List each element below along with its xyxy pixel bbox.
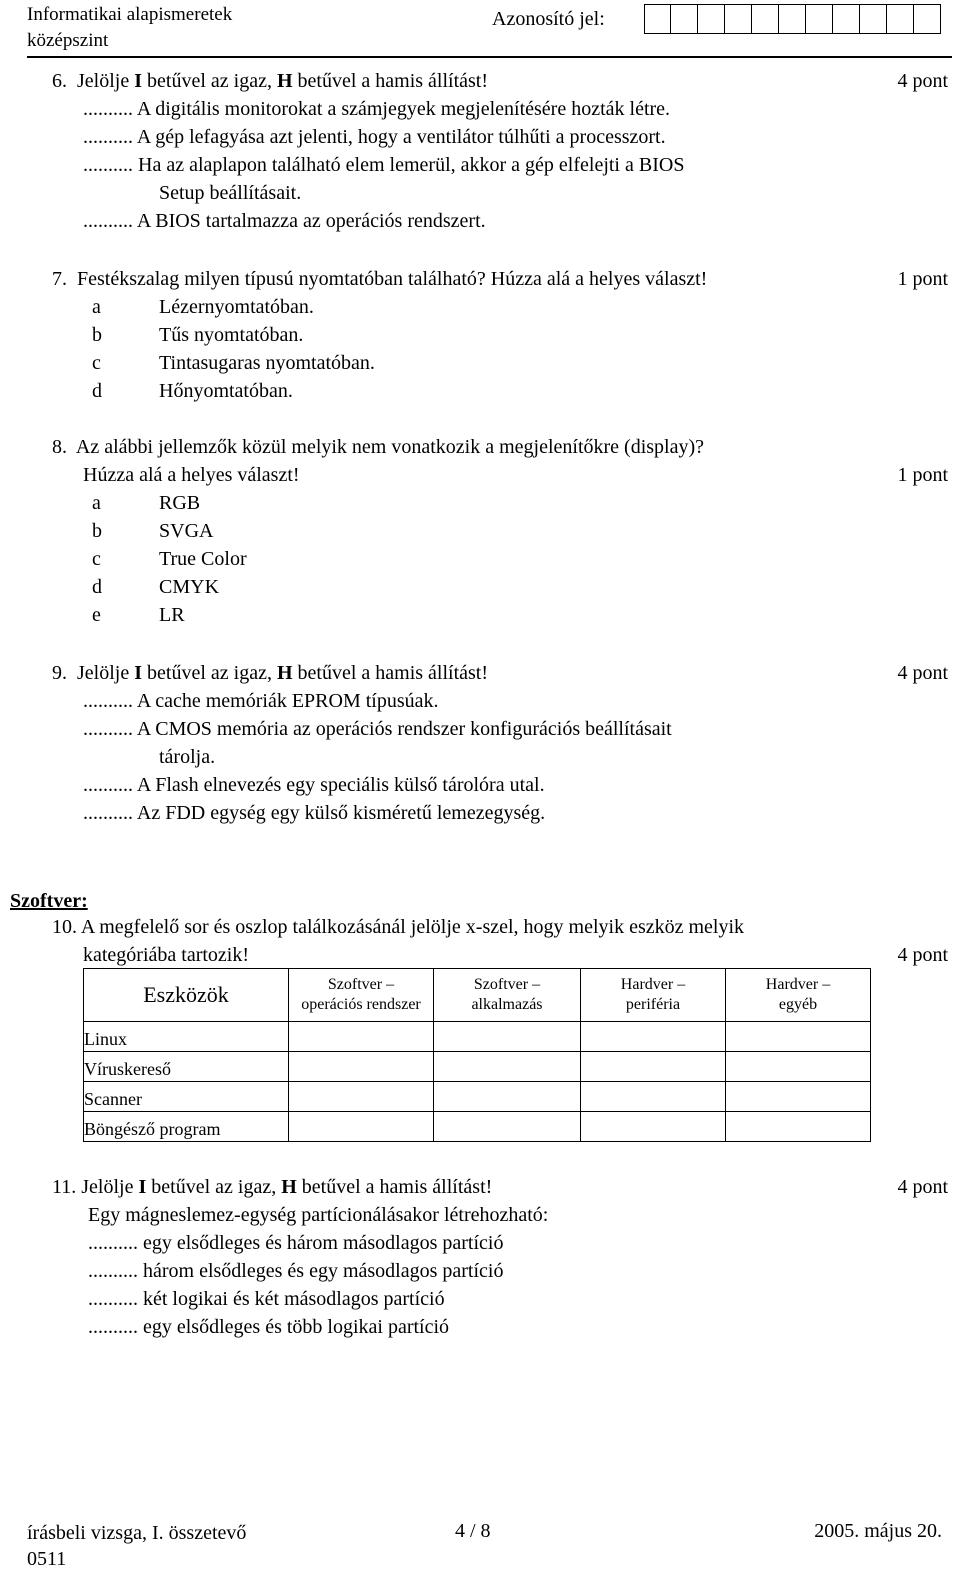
header-level: középszint (27, 30, 109, 51)
q9-item[interactable]: .......... A cache memóriák EPROM típusúak. (83, 690, 439, 712)
q8-prompt-line2: Húzza alá a helyes választ! (83, 464, 300, 486)
q11-points: 4 pont (897, 1176, 948, 1198)
q6-item[interactable]: .......... Ha az alaplapon található elem lemerül, akkor a gép elfelejti a BIOS (83, 154, 685, 176)
table-row (84, 1052, 871, 1082)
q7-option-letter: d (92, 380, 102, 402)
q8-prompt: 8. Az alábbi jellemzők közül melyik nem vonatkozik a megjelenítőkre (display)? (52, 436, 705, 458)
q6-item[interactable]: .......... A digitális monitorokat a számjegyek megjelenítésére hozták létre. (83, 98, 671, 120)
q9-item[interactable]: .......... Az FDD egység egy külső kisméretű lemezegység. (83, 802, 546, 824)
q8-option-letter: e (92, 604, 101, 626)
q11-prompt: 11. Jelölje I betűvel az igaz, H betűvel a hamis állítást! (52, 1176, 493, 1198)
id-box[interactable] (914, 4, 941, 34)
q11-item[interactable]: .......... három elsődleges és egy másodlagos partíció (88, 1260, 504, 1282)
q7-option-letter: b (92, 324, 102, 346)
q7-option-text[interactable]: Hőnyomtatóban. (159, 380, 293, 402)
answer-cell[interactable] (434, 1112, 581, 1142)
answer-cell[interactable] (726, 1052, 871, 1082)
q8-points: 1 pont (897, 464, 948, 486)
id-box[interactable] (752, 4, 779, 34)
id-box[interactable] (698, 4, 725, 34)
answer-cell[interactable] (726, 1082, 871, 1112)
answer-cell[interactable] (726, 1112, 871, 1142)
category-table (83, 968, 871, 1142)
footer-exam-block (27, 1520, 246, 1572)
id-label: Azonosító jel: (492, 8, 605, 30)
col-header-application: Szoftver – alkalmazás (434, 969, 581, 1022)
q6-prompt: 6. Jelölje I betűvel az igaz, H betűvel a hamis állítást! (52, 70, 489, 92)
q11-item[interactable]: .......... egy elsődleges és három másodlagos partíció (88, 1232, 504, 1254)
table-row (84, 1112, 871, 1142)
answer-cell[interactable] (581, 1082, 726, 1112)
footer-code: 0511 (27, 1548, 67, 1570)
table-header-row (84, 969, 871, 1022)
answer-cell[interactable] (289, 1082, 434, 1112)
answer-cell[interactable] (581, 1052, 726, 1082)
q11-item[interactable]: .......... egy elsődleges és több logikai partíció (88, 1316, 450, 1338)
table-row (84, 1082, 871, 1112)
q6-item[interactable]: .......... A BIOS tartalmazza az operációs rendszert. (83, 210, 486, 232)
q8-option-text[interactable]: CMYK (159, 576, 220, 598)
id-box[interactable] (725, 4, 752, 34)
id-box[interactable] (779, 4, 806, 34)
col-header-peripheral: Hardver – periféria (581, 969, 726, 1022)
q7-option-letter: c (92, 352, 101, 374)
q9-item-continuation: tárolja. (159, 746, 216, 768)
answer-cell[interactable] (581, 1112, 726, 1142)
q7-option-letter: a (92, 296, 101, 318)
q10-prompt-line2: kategóriába tartozik! (83, 944, 250, 966)
q10-points: 4 pont (897, 944, 948, 966)
answer-cell[interactable] (581, 1022, 726, 1052)
id-box[interactable] (860, 4, 887, 34)
answer-cell[interactable] (434, 1082, 581, 1112)
answer-cell[interactable] (289, 1112, 434, 1142)
q8-option-text[interactable]: RGB (159, 492, 201, 514)
page-footer (27, 1516, 942, 1576)
q8-option-text[interactable]: LR (159, 604, 185, 626)
col-header-devices: Eszközök (84, 969, 289, 1022)
footer-page: 4 / 8 (455, 1520, 491, 1542)
answer-cell[interactable] (289, 1052, 434, 1082)
q9-item[interactable]: .......... A Flash elnevezés egy speciális külső tárolóra utal. (83, 774, 545, 796)
col-header-os: Szoftver – operációs rendszer (289, 969, 434, 1022)
q7-prompt: 7. Festékszalag milyen típusú nyomtatóban található? Húzza alá a helyes választ! (52, 268, 708, 290)
answer-cell[interactable] (434, 1022, 581, 1052)
id-box[interactable] (644, 4, 671, 34)
header-subject: Informatikai alapismeretek (27, 4, 233, 25)
q7-option-text[interactable]: Lézernyomtatóban. (159, 296, 314, 318)
id-box[interactable] (806, 4, 833, 34)
header-rule (27, 56, 952, 58)
q7-option-text[interactable]: Tűs nyomtatóban. (159, 324, 304, 346)
device-name-cell: Scanner (84, 1082, 289, 1112)
table-row (84, 1022, 871, 1052)
id-boxes[interactable] (644, 4, 941, 34)
footer-exam: írásbeli vizsga, I. összetevő (27, 1522, 247, 1544)
answer-cell[interactable] (434, 1052, 581, 1082)
q8-option-letter: c (92, 548, 101, 570)
q7-option-text[interactable]: Tintasugaras nyomtatóban. (159, 352, 375, 374)
q9-points: 4 pont (897, 662, 948, 684)
section-heading: Szoftver: (10, 890, 88, 912)
q8-option-text[interactable]: True Color (159, 548, 247, 570)
device-name-cell: Víruskereső (84, 1052, 289, 1082)
id-box[interactable] (887, 4, 914, 34)
q9-item[interactable]: .......... A CMOS memória az operációs rendszer konfigurációs beállításait (83, 718, 672, 740)
col-header-other-hardware: Hardver – egyéb (726, 969, 871, 1022)
footer-date: 2005. május 20. (814, 1520, 942, 1542)
device-name-cell: Böngésző program (84, 1112, 289, 1142)
q6-item-continuation: Setup beállításait. (159, 182, 302, 204)
q8-option-text[interactable]: SVGA (159, 520, 214, 542)
q8-option-letter: b (92, 520, 102, 542)
q8-option-letter: a (92, 492, 101, 514)
q10-prompt: 10. A megfelelő sor és oszlop találkozásánál jelölje x-szel, hogy melyik eszköz melyik (52, 916, 745, 938)
q8-option-letter: d (92, 576, 102, 598)
q7-points: 1 pont (897, 268, 948, 290)
header-subject-block (27, 2, 232, 54)
device-name-cell: Linux (84, 1022, 289, 1052)
q11-lead: Egy mágneslemez-egység partícionálásakor létrehozható: (88, 1204, 549, 1226)
q6-item[interactable]: .......... A gép lefagyása azt jelenti, hogy a ventilátor túlhűti a processzort. (83, 126, 666, 148)
id-box[interactable] (833, 4, 860, 34)
q6-points: 4 pont (897, 70, 948, 92)
answer-cell[interactable] (726, 1022, 871, 1052)
answer-cell[interactable] (289, 1022, 434, 1052)
page-header (0, 0, 960, 60)
q9-prompt: 9. Jelölje I betűvel az igaz, H betűvel a hamis állítást! (52, 662, 489, 684)
q11-item[interactable]: .......... két logikai és két másodlagos partíció (88, 1288, 445, 1310)
id-box[interactable] (671, 4, 698, 34)
